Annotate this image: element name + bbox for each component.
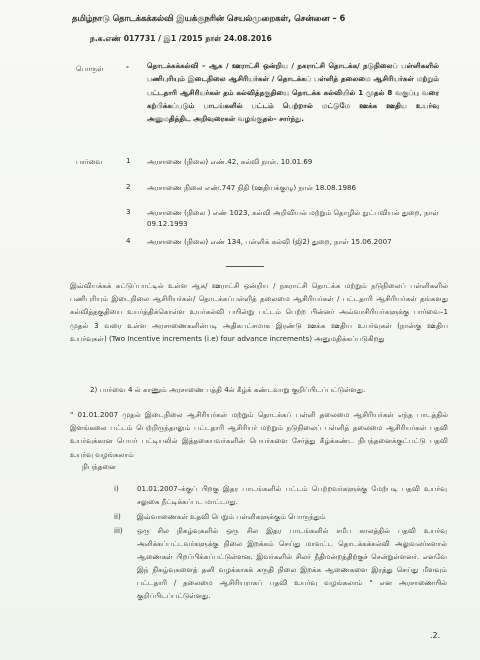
page-number: .2. [430, 631, 441, 640]
subject-label: பொருள் [76, 64, 104, 73]
reference-number: ந.க.எண் 017731 / இ1 /2015 நாள் 24.08.2016 [90, 34, 272, 43]
condition-number-2: ii) [114, 512, 121, 521]
reference-number-2: 2 [126, 182, 131, 191]
condition-number-3: iii) [114, 526, 123, 535]
paragraph-3: " 01.01.2007 முதல் இடைநிலை ஆசிரியர்கள் மற்றும் தொடக்கப் பள்ளி தலைமை ஆசிரியர்கள் எந்த பாடத்தில் இளங்கலை பட்டம் பெற்றிருந்தாலும் பட்டதாரி ஆசிரியர் மற்றும் நடுநிலைப் பள்ளித் தலைமை ஆசிரியர்கள் பதவி உயர்வுக்கான பெயர் பட்டியலில் இத்தகையவர்களின் பெயர்களை சேர்த்து கீழ்க்கண்ட நிபந்தனைக்குட்பட்டு பதவி உயர்வு வழங்கலாம் [70, 410, 448, 459]
condition-item-2: இவ்வாணைகள் உதவி பெறும் பள்ளிகளுக்கும் பொருந்தும் [137, 512, 326, 521]
reference-item-4: அரசாணை (நிலை) எண் 134, பள்ளிக் கல்வி (ஜி2) துறை, நாள் 15.06.2007 [147, 237, 392, 246]
reference-item-2: அரசாணை நிலை எண்.747 நிதி (ஊதியக்குழு) நாள் 18.08.1986 [147, 183, 356, 192]
paragraph-2: 2) பார்வை 4 ல் காணும் அரசாணை பத்தி 4ல் கீழ்க் கண்டவாறு குறிப்பிடப்பட்டுள்ளது. [90, 385, 366, 394]
references-label: பார்வை [76, 157, 103, 166]
subject-text: தொடக்கக்கல்வி – ஆக / ஊராட்சி ஒன்றிய / நகராட்சி தொடக்க/ நடுநிலைப் பள்ளிகளில் பணிபுரியும் இடைநிலை ஆசிரியர்கள் / தொடக்கப் பள்ளித் தலைமை ஆசிரியர்கள் மற்றும் பட்டதாரி ஆசிரியர்கள் தம் கல்வித்தகுதியை தொடக்க கல்வியில் 1 முதல் 8 வகுப்பு வரை கற்பிக்கப்படும் பாடங்களில் பட்டம் பெற்றால் மட்டுமே ஊக்க ஊதிய உயர்வு அனுமதித்திட அறிவுரைகள் வழங்குதல்– சார்ந்து. [147, 61, 439, 124]
condition-item-1: 01.01.2007–க்குப் பிறகு இதர பாடங்களில் பட்டம் பெற்றவர்களுக்கு மேற்படி பதவி உயர்வு சலுகை நீட்டிக்கப்பட மாட்டாது. [137, 484, 447, 506]
reference-number-3: 3 [126, 207, 131, 216]
reference-number-1: 1 [126, 156, 131, 165]
subject-dash: - [126, 62, 129, 71]
condition-item-3: ஒரு சில நிகழ்வுகளில் ஒரு சில இதர பாடங்களில் சமீப காலத்தில் பதவி உயர்வு அளிக்கப்பட்டவர்களுக்கு நிலை இறக்கம் செய்து மாவட்ட தொடக்கக்கல்வி அலுவலர்களால் ஆணைகள் பிறப்பிக்கப்பட்டுள்ளன. இவர்களில் சிலர் நீதிமன்றத்திற்குச் சென்றுள்ளனர். எனவே இந் நிகழ்வுகளைத் தனி வழக்காகக் கருதி நிலை இறக்க ஆணைகளை இரத்து செய்து மீளவும் பட்டதாரி / தலைமை ஆசிரியராகப் பதவி உயர்வு வழங்கலாம் " என அரசாணையில் குறிப்பிடப்பட்டுள்ளது. [137, 526, 447, 600]
reference-number-4: 4 [126, 236, 131, 245]
document-header: தமிழ்நாடு தொடக்கக்கல்வி இயக்குநரின் செயல்முறைகள், சென்னை – 6 [72, 13, 346, 23]
condition-number-1: i) [114, 484, 119, 493]
reference-item-1: அரசாணை (நிலை) எண்.42, கல்வி நாள். 10.01.69 [147, 157, 313, 166]
reference-item-3: அரசாணை (நிலை ) எண் 1023, கல்வி அறிவியல் மற்றும் தொழில் நுட்பவியல் துறை, நாள் 09.12.1993 [147, 208, 439, 228]
paragraph-1: இவ்வியக்கக் கட்டுப்பாட்டில் உள்ள ஆக/ ஊராட்சி ஒன்றிய / நகராட்சி தொடக்க மற்றும் நடுநிலைப் பள்ளிகளில் பணிபுரியும் இடைநிலை ஆசிரியர்கள்/ தொடக்கப்பள்ளித் தலைமை ஆசிரியர்கள் / பட்டதாரி ஆசிரியர்கள் தங்களது கல்வித்தகுதியை உயர்த்திக்கொள்ள உயர்கல்வி பயின்று பட்டம் பெற்ற பின்னர் அவ்வாசிரியர்களுக்கு பார்வை–1 முதல் 3 வரை உள்ள அரசாணைகளின்படி அதிகபட்சமாக இரண்டு ஊக்க ஊதிய உயர்வுகள் (நான்கு ஊதிய உயர்வுகள்) (Two Incentive increments (i.e) four advance increments) அனுமதிக்கப்படுகிறது [70, 281, 448, 343]
conditions-title: நிபந்தனை [82, 462, 116, 471]
references-separator [226, 266, 264, 267]
